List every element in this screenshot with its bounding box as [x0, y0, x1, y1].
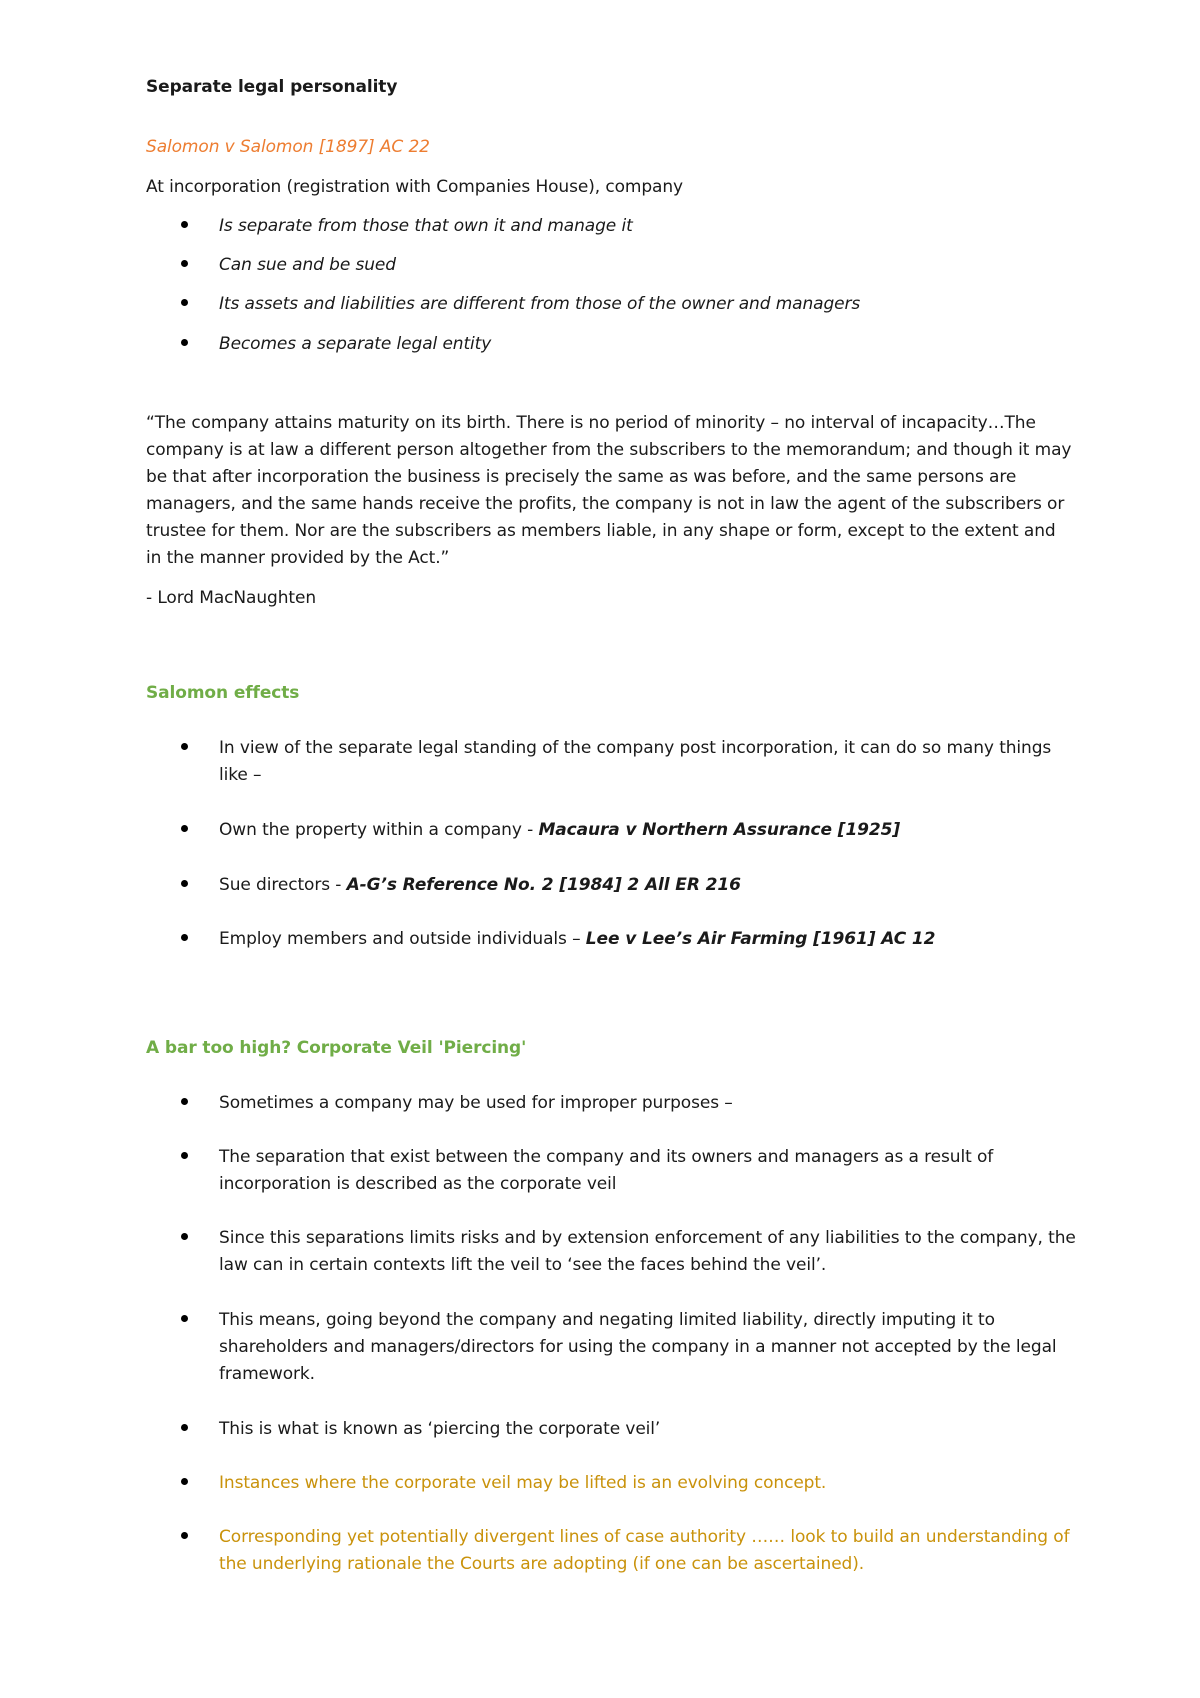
- incorporation-intro: At incorporation (registration with Companies House), company: [146, 177, 684, 197]
- document-heading: Separate legal personality: [146, 77, 398, 97]
- bullet-icon: [181, 1152, 188, 1159]
- bullet-icon: [181, 1478, 188, 1485]
- list-item: [219, 926, 935, 953]
- bullet-icon: [181, 880, 188, 887]
- list-item: Since this separations limits risks and by extension enforcement of any liabilities to the company, the: [219, 1228, 1076, 1248]
- bullet-icon: [181, 825, 188, 832]
- list-item: The separation that exist between the company and its owners and managers as a result of: [219, 1147, 994, 1167]
- list-item-highlight: Corresponding yet potentially divergent lines of case authority …… look to build an understanding of: [219, 1527, 1070, 1547]
- section-heading-effects: Salomon effects: [146, 683, 300, 703]
- bullet-icon: [181, 339, 188, 346]
- quote-line: be that after incorporation the business is precisely the same as was before, and the same persons are: [146, 467, 1017, 487]
- quote-attribution: - Lord MacNaughten: [146, 588, 317, 608]
- case-citation: Lee v Lee’s Air Farming [1961] AC 12: [585, 929, 936, 949]
- list-item: Can sue and be sued: [219, 255, 396, 275]
- list-item-text: Employ members and outside individuals –: [219, 929, 586, 949]
- bullet-icon: [181, 934, 188, 941]
- list-item: [219, 817, 900, 844]
- quote-line: “The company attains maturity on its birth. There is no period of minority – no interval of incapacity…The: [146, 413, 1036, 433]
- bullet-icon: [181, 1098, 188, 1105]
- case-citation: A-G’s Reference No. 2 [1984] 2 All ER 216: [346, 875, 741, 895]
- list-item: Becomes a separate legal entity: [219, 334, 492, 354]
- bullet-icon: [181, 260, 188, 267]
- bullet-icon: [181, 743, 188, 750]
- bullet-icon: [181, 1233, 188, 1240]
- list-item-continuation: incorporation is described as the corporate veil: [219, 1174, 617, 1194]
- bullet-icon: [181, 1424, 188, 1431]
- list-item: This means, going beyond the company and negating limited liability, directly imputing it to: [219, 1310, 995, 1330]
- bullet-icon: [181, 1532, 188, 1539]
- quote-line: managers, and the same hands receive the profits, the company is not in law the agent of the subscribers or: [146, 494, 1065, 514]
- quote-line: company is at law a different person altogether from the subscribers to the memorandum; and though it may: [146, 440, 1072, 460]
- list-item-continuation: shareholders and managers/directors for using the company in a manner not accepted by the legal: [219, 1337, 1057, 1357]
- list-item: This is what is known as ‘piercing the corporate veil’: [219, 1419, 661, 1439]
- section-heading-veil: A bar too high? Corporate Veil 'Piercing': [146, 1038, 527, 1058]
- list-item-continuation: framework.: [219, 1364, 315, 1384]
- bullet-icon: [181, 1315, 188, 1322]
- list-item-continuation: like –: [219, 765, 262, 785]
- quote-line: in the manner provided by the Act.”: [146, 548, 450, 568]
- list-item-text: Sue directors -: [219, 875, 347, 895]
- case-citation: Macaura v Northern Assurance [1925]: [538, 820, 901, 840]
- case-citation-salomon: Salomon v Salomon [1897] AC 22: [146, 137, 430, 157]
- list-item: [219, 872, 741, 899]
- list-item: In view of the separate legal standing of the company post incorporation, it can do so many things: [219, 738, 1052, 758]
- list-item: Is separate from those that own it and manage it: [219, 216, 633, 236]
- list-item: Sometimes a company may be used for improper purposes –: [219, 1093, 733, 1113]
- list-item: Its assets and liabilities are different from those of the owner and managers: [219, 294, 861, 314]
- list-item-continuation: the underlying rationale the Courts are adopting (if one can be ascertained).: [219, 1554, 865, 1574]
- bullet-icon: [181, 221, 188, 228]
- list-item-highlight: Instances where the corporate veil may be lifted is an evolving concept.: [219, 1473, 827, 1493]
- list-item-continuation: law can in certain contexts lift the veil to ‘see the faces behind the veil’.: [219, 1255, 827, 1275]
- quote-line: trustee for them. Nor are the subscribers as members liable, in any shape or form, except to the extent and: [146, 521, 1056, 541]
- list-item-text: Own the property within a company -: [219, 820, 539, 840]
- bullet-icon: [181, 299, 188, 306]
